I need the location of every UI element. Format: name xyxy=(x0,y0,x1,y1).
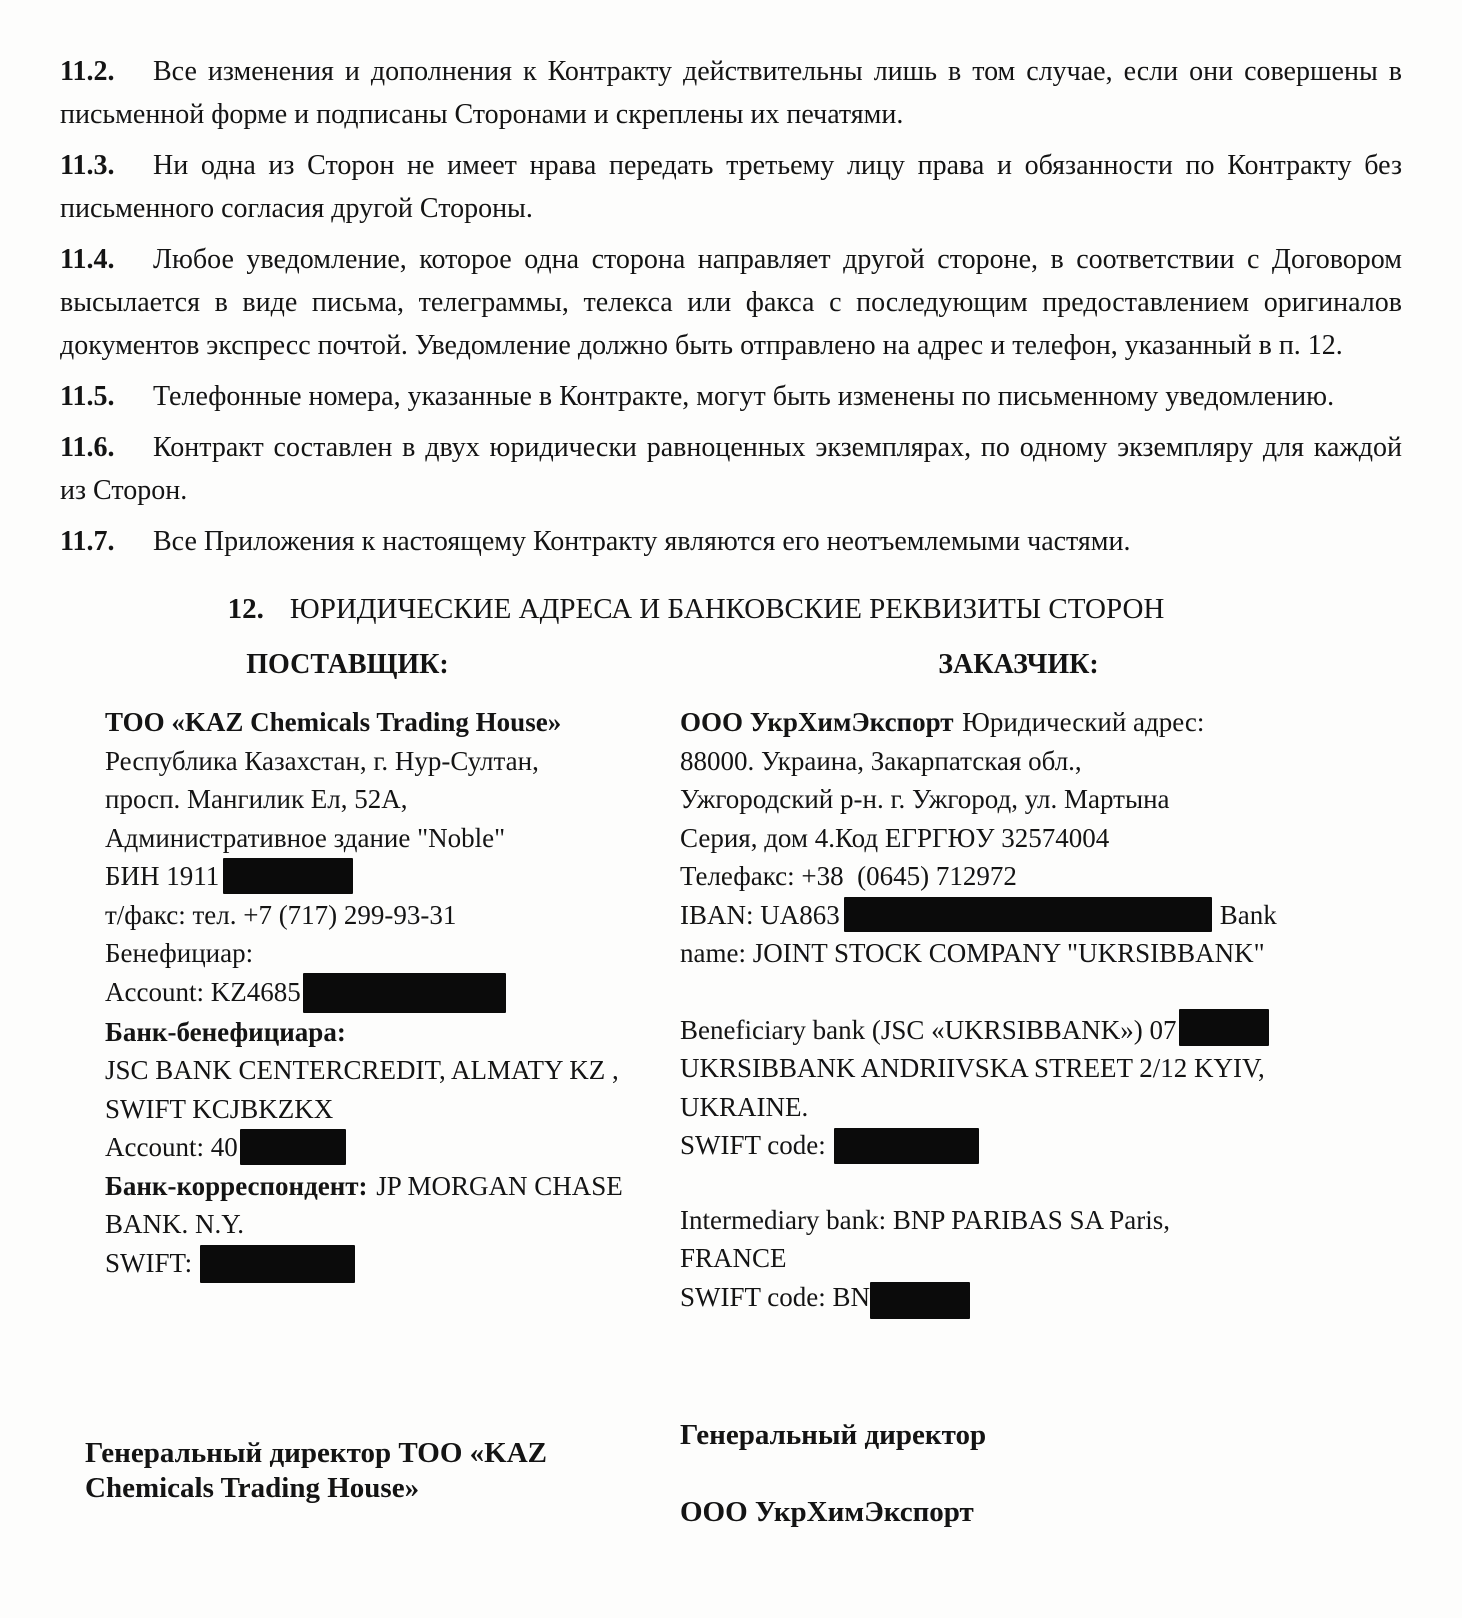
supplier-swift2-label: SWIFT: xyxy=(105,1247,193,1278)
redaction-bar-bin xyxy=(223,858,353,894)
clause-11-6 xyxy=(60,426,1402,512)
customer-intermediary-country: FRANCE xyxy=(680,1243,787,1273)
customer-swift2-label: SWIFT code: BN xyxy=(680,1281,870,1312)
redaction-bar-swift-left xyxy=(200,1245,355,1283)
redaction-bar-account1 xyxy=(303,973,506,1013)
supplier-address-line: просп. Мангилик Ел, 52А, xyxy=(105,784,408,814)
customer-address-line: 88000. Украина, Закарпатская обл., xyxy=(680,745,1082,776)
section-12-heading xyxy=(25,593,1367,625)
supplier-fax-line: т/факс: тел. +7 (717) 299-93-31 xyxy=(105,899,457,930)
supplier-bin-label: БИН 1911 xyxy=(105,861,220,891)
redaction-bar-iban xyxy=(844,897,1212,932)
customer-address-line: Серия, дом 4.Код ЕГРГЮУ 32574004 xyxy=(680,822,1110,853)
customer-intermediary-bank-line: Intermediary bank: BNP PARIBAS SA Paris, xyxy=(680,1204,1171,1235)
customer-beneficiary-bank-addr2: UKRAINE. xyxy=(680,1091,809,1122)
section-title: ЮРИДИЧЕСКИЕ АДРЕСА И БАНКОВСКИЕ РЕКВИЗИТЫ СТОРОН xyxy=(289,593,1165,625)
clause-11-7 xyxy=(60,520,1402,563)
customer-legal-address-label: Юридический адрес: xyxy=(962,707,1205,737)
customer-iban-suffix: Bank xyxy=(1219,899,1277,930)
supplier-header: ПОСТАВЩИК: xyxy=(246,649,449,680)
customer-header: ЗАКАЗЧИК: xyxy=(938,649,1099,680)
customer-beneficiary-bank-line xyxy=(680,1009,1402,1050)
supplier-correspondent-bank-value: JP MORGAN CHASE xyxy=(376,1170,623,1201)
supplier-account2-label: Account: 40 xyxy=(105,1132,238,1162)
section-number: 12. xyxy=(227,593,264,625)
supplier-details xyxy=(60,703,635,1319)
customer-swift-line xyxy=(680,1126,1402,1165)
supplier-account1-line xyxy=(105,973,635,1013)
customer-beneficiary-bank-label: Beneficiary bank (JSC «UKRSIBBANK») 07 xyxy=(680,1014,1177,1045)
clause-11-5 xyxy=(60,375,1402,418)
supplier-beneficiary-label: Бенефициар: xyxy=(105,938,254,968)
requisites-columns xyxy=(60,703,1402,1319)
customer-company: ООО УкрХимЭкспорт xyxy=(680,707,954,737)
clause-text: Телефонные номера, указанные в Контракте, могут быть изменены по письменному уведомлению. xyxy=(153,381,1335,412)
clause-text: Ни одна из Сторон не имеет нрава передать третьему лицу права и обязанности по Контракту без письменного согласия другой Стороны. xyxy=(60,150,1402,224)
customer-swift2-line xyxy=(680,1278,1402,1319)
supplier-company: ТОО «KAZ Chemicals Trading House» xyxy=(105,707,562,737)
party-headers xyxy=(60,649,1402,681)
clause-number: 11.3. xyxy=(60,150,115,181)
customer-telefax-line: Телефакс: +38 (0645) 712972 xyxy=(680,861,1017,891)
clause-11-2 xyxy=(60,50,1402,136)
supplier-beneficiary-bank: JSC BANK CENTERCREDIT, ALMATY KZ , xyxy=(105,1055,619,1085)
customer-address-line: Ужгородский р-н. г. Ужгород, ул. Мартына xyxy=(680,784,1170,814)
supplier-address-line: Административное здание "Noble" xyxy=(105,822,506,853)
customer-company-line xyxy=(680,703,1402,742)
customer-signature-block xyxy=(635,1419,1402,1529)
customer-swift-label: SWIFT code: xyxy=(680,1130,826,1160)
customer-signature-title: Генеральный директор xyxy=(680,1418,987,1451)
spacer xyxy=(680,1165,1402,1201)
redaction-bar-swift-bn xyxy=(870,1282,970,1319)
clause-number: 11.7. xyxy=(60,526,115,557)
customer-signature-company: ООО УкрХимЭкспорт xyxy=(680,1495,974,1528)
supplier-correspondent-bank-line2: BANK. N.Y. xyxy=(105,1209,245,1239)
clause-11-4 xyxy=(60,238,1402,367)
supplier-swift1: SWIFT KCJBKZKX xyxy=(105,1093,334,1124)
clause-number: 11.2. xyxy=(60,56,115,87)
customer-beneficiary-bank-addr1: UKRSIBBANK ANDRIIVSKA STREET 2/12 KYIV, xyxy=(680,1053,1265,1083)
customer-bank-name-line: name: JOINT STOCK COMPANY "UKRSIBBANK" xyxy=(680,938,1265,968)
redaction-bar-swift-right xyxy=(834,1128,979,1164)
supplier-correspondent-bank-label: Банк-корреспондент: xyxy=(105,1170,368,1201)
supplier-address-line: Республика Казахстан, г. Нур-Султан, xyxy=(105,745,539,776)
redaction-bar-account2 xyxy=(240,1129,346,1165)
clause-text: Все Приложения к настоящему Контракту являются его неотъемлемыми частями. xyxy=(153,526,1131,557)
clause-number: 11.6. xyxy=(60,432,115,463)
clause-text: Контракт составлен в двух юридически равноценных экземплярах, по одному экземпляру для каждой из Сторон. xyxy=(60,432,1402,506)
signature-section xyxy=(60,1419,1402,1529)
supplier-account2-line xyxy=(105,1128,635,1167)
supplier-signature-title: Генеральный директор ТОО «KAZ Chemicals Trading House» xyxy=(85,1436,547,1504)
supplier-correspondent-bank-line xyxy=(105,1167,635,1206)
supplier-swift2-line xyxy=(105,1244,635,1283)
clause-text: Любое уведомление, которое одна сторона направляет другой стороне, в соответствии с Договором высылается в виде письма, телеграммы, телекса или факса с последующим предоставлением оригиналов документов экспресс почтой. Уведомление должно быть отправлено на адрес и телефон, указанный в п. 12. xyxy=(60,244,1402,361)
spacer xyxy=(680,973,1402,1009)
supplier-bin-line xyxy=(105,857,635,896)
redaction-bar-beneficiary xyxy=(1179,1009,1269,1046)
customer-iban-label: IBAN: UA863 xyxy=(680,899,840,930)
clause-number: 11.5. xyxy=(60,381,115,412)
clause-11-3 xyxy=(60,144,1402,230)
customer-iban-line xyxy=(680,896,1402,935)
clause-text: Все изменения и дополнения к Контракту действительны лишь в том случае, если они совершены в письменной форме и подписаны Сторонами и скреплены их печатями. xyxy=(60,56,1402,130)
supplier-account1-label: Account: KZ4685 xyxy=(105,976,301,1007)
customer-details xyxy=(635,703,1402,1319)
supplier-beneficiary-bank-label: Банк-бенефициара: xyxy=(105,1016,346,1047)
clause-number: 11.4. xyxy=(60,244,115,275)
supplier-signature-block xyxy=(60,1436,635,1529)
